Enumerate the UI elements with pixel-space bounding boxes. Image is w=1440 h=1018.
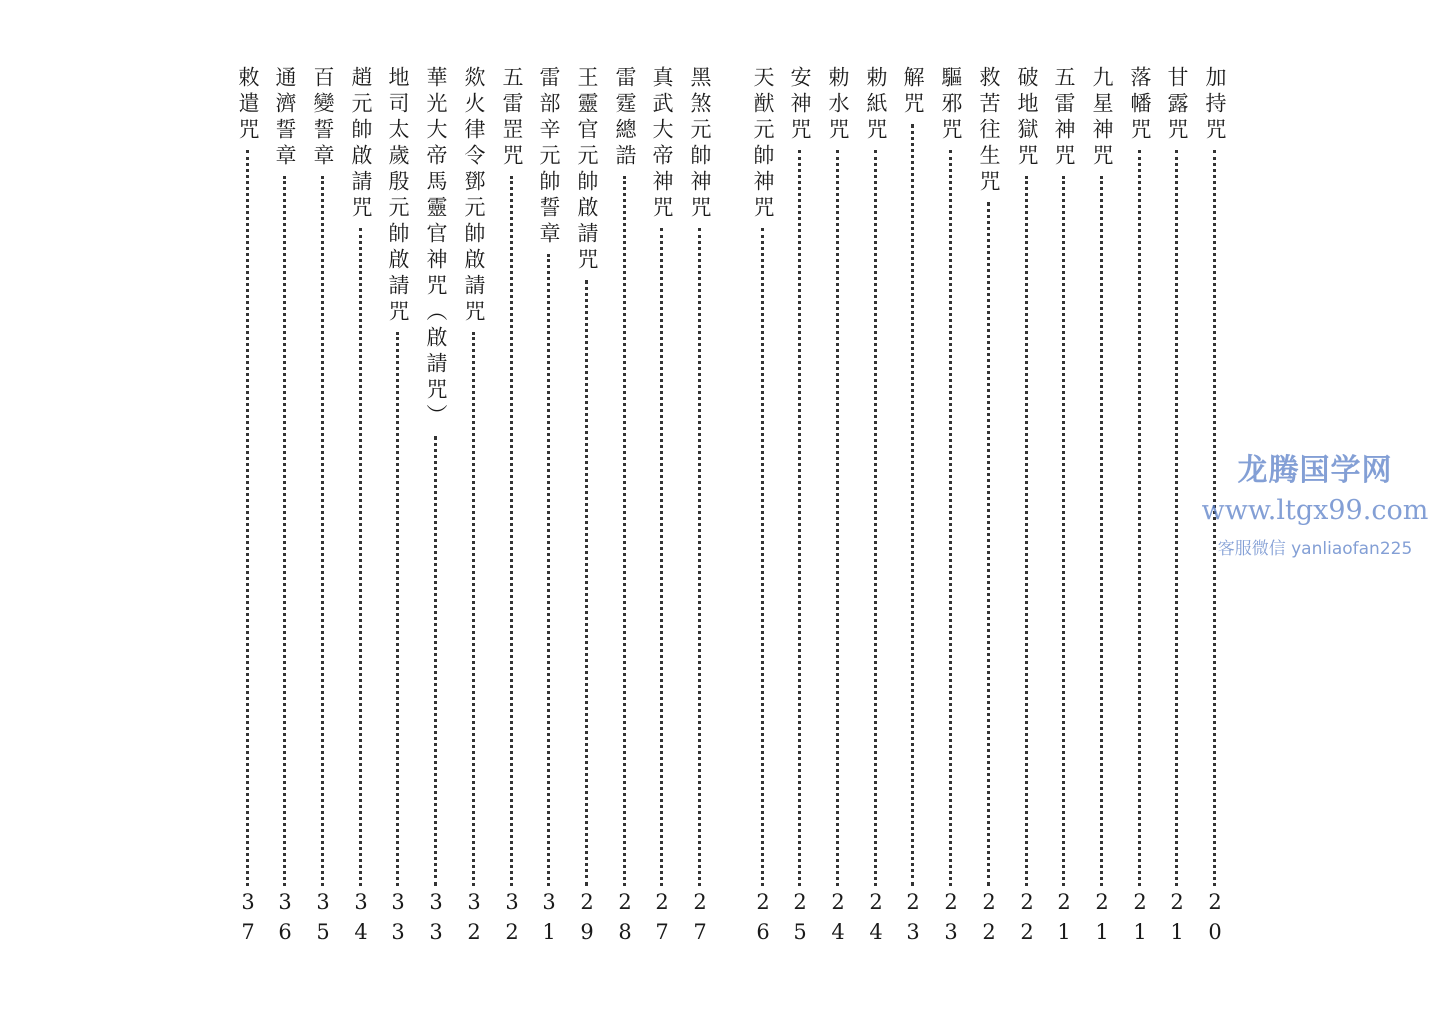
- toc-entry[interactable]: [610, 66, 640, 956]
- toc-entry-title: 救苦往生咒: [977, 66, 1001, 196]
- toc-entry[interactable]: [1125, 66, 1155, 956]
- toc-entry[interactable]: [1049, 66, 1079, 956]
- toc-entry-title: 黑煞元帥神咒: [688, 66, 712, 222]
- dot-leader: [798, 150, 801, 886]
- toc-entry-title: 百變誓章: [311, 66, 335, 170]
- toc-entry-page: 31: [537, 890, 561, 950]
- toc-entry-page: 34: [349, 890, 373, 950]
- toc-entry-page: 26: [751, 890, 775, 950]
- toc-entry-title: 甘露咒: [1165, 66, 1189, 144]
- toc-entry-title: 加持咒: [1203, 66, 1227, 144]
- dot-leader: [911, 124, 914, 886]
- toc-entry-title: 雷霆總誥: [613, 66, 637, 170]
- toc-entry-page: 23: [901, 890, 925, 950]
- toc-entry-title: 落幡咒: [1128, 66, 1152, 144]
- toc-entry-page: 21: [1165, 890, 1189, 950]
- toc-entry[interactable]: [1012, 66, 1042, 956]
- dot-leader: [836, 150, 839, 886]
- toc-entry-page: 37: [236, 890, 260, 950]
- toc-entry[interactable]: [346, 66, 376, 956]
- toc-entry-page: 25: [788, 890, 812, 950]
- toc-entry-title: 安神咒: [788, 66, 812, 144]
- toc-entry[interactable]: [785, 66, 815, 956]
- toc-entry[interactable]: [898, 66, 928, 956]
- dot-leader: [1138, 150, 1141, 886]
- dot-leader: [472, 332, 475, 886]
- toc-entry[interactable]: [534, 66, 564, 956]
- dot-leader: [1175, 150, 1178, 886]
- toc-entry-title: 通濟誓章: [273, 66, 297, 170]
- dot-leader: [246, 150, 249, 886]
- toc-entry-page: 27: [650, 890, 674, 950]
- dot-leader: [698, 228, 701, 886]
- dot-leader: [660, 228, 663, 886]
- toc-entry-page: 32: [500, 890, 524, 950]
- dot-leader: [949, 150, 952, 886]
- toc-entry-title: 破地獄咒: [1015, 66, 1039, 170]
- toc-entry-page: 23: [939, 890, 963, 950]
- toc-entry[interactable]: [748, 66, 778, 956]
- toc-entry-page: 24: [864, 890, 888, 950]
- toc-entry-page: 29: [575, 890, 599, 950]
- dot-leader: [1100, 176, 1103, 886]
- dot-leader: [1025, 176, 1028, 886]
- toc-entry-title: 真武大帝神咒: [650, 66, 674, 222]
- watermark-url: www.ltgx99.com: [1201, 495, 1429, 526]
- dot-leader: [396, 332, 399, 886]
- toc-entry-title: 九星神咒: [1090, 66, 1114, 170]
- toc-entry-page: 21: [1128, 890, 1152, 950]
- dot-leader: [761, 228, 764, 886]
- toc-entry[interactable]: [685, 66, 715, 956]
- toc-entry-title: 敕遣咒: [236, 66, 260, 144]
- watermark-site-name: 龙腾国学网: [1237, 453, 1393, 488]
- toc-entry[interactable]: [233, 66, 263, 956]
- toc-entry-title: 欻火律令鄧元帥啟請咒: [462, 66, 486, 326]
- toc-entry[interactable]: [497, 66, 527, 956]
- toc-entry-title: 勅水咒: [826, 66, 850, 144]
- toc-entry[interactable]: [647, 66, 677, 956]
- toc-entry[interactable]: [823, 66, 853, 956]
- dot-leader: [359, 228, 362, 886]
- toc-entry-title: 天猷元帥神咒: [751, 66, 775, 222]
- toc-entry[interactable]: [936, 66, 966, 956]
- toc-entry-title: 雷部辛元帥誓章: [537, 66, 561, 248]
- toc-entry-page: 28: [613, 890, 637, 950]
- dot-leader: [510, 176, 513, 886]
- toc-entry-title: 王靈官元帥啟請咒: [575, 66, 599, 274]
- toc-entry[interactable]: [459, 66, 489, 956]
- toc-entry-page: 32: [462, 890, 486, 950]
- toc-entry-page: 35: [311, 890, 335, 950]
- dot-leader: [434, 436, 437, 886]
- toc-entry[interactable]: [1162, 66, 1192, 956]
- toc-entry-page: 21: [1090, 890, 1114, 950]
- toc-entry[interactable]: [270, 66, 300, 956]
- toc-entry-page: 21: [1052, 890, 1076, 950]
- toc-entry-page: 33: [424, 890, 448, 950]
- toc-entry-page: 22: [977, 890, 1001, 950]
- toc-entry-page: 20: [1203, 890, 1227, 950]
- dot-leader: [585, 280, 588, 886]
- toc-entry-page: 36: [273, 890, 297, 950]
- dot-leader: [283, 176, 286, 886]
- toc-entry-title: 五雷神咒: [1052, 66, 1076, 170]
- toc-entry-page: 22: [1015, 890, 1039, 950]
- watermark-contact: 客服微信 yanliaofan225: [1217, 539, 1413, 559]
- dot-leader: [1062, 176, 1065, 886]
- toc-entry[interactable]: [308, 66, 338, 956]
- toc-entry-page: 33: [386, 890, 410, 950]
- toc-entry[interactable]: [383, 66, 413, 956]
- toc-entry-title: 華光大帝馬靈官神咒（啟請咒）: [424, 66, 448, 430]
- toc-entry[interactable]: [974, 66, 1004, 956]
- toc-entry[interactable]: [1087, 66, 1117, 956]
- toc-entry[interactable]: [572, 66, 602, 956]
- toc-entry-page: 27: [688, 890, 712, 950]
- dot-leader: [321, 176, 324, 886]
- toc-entry-title: 解咒: [901, 66, 925, 118]
- toc-entry[interactable]: [421, 66, 451, 956]
- dot-leader: [547, 254, 550, 886]
- toc-entry[interactable]: [861, 66, 891, 956]
- watermark: [1190, 445, 1440, 559]
- dot-leader: [874, 150, 877, 886]
- dot-leader: [623, 176, 626, 886]
- toc-entry-title: 五雷罡咒: [500, 66, 524, 170]
- toc-entry-title: 驅邪咒: [939, 66, 963, 144]
- toc-entry-title: 地司太歲殷元帥啟請咒: [386, 66, 410, 326]
- dot-leader: [987, 202, 990, 886]
- toc-entry-title: 勅紙咒: [864, 66, 888, 144]
- toc-entry-title: 趙元帥啟請咒: [349, 66, 373, 222]
- toc-entry-page: 24: [826, 890, 850, 950]
